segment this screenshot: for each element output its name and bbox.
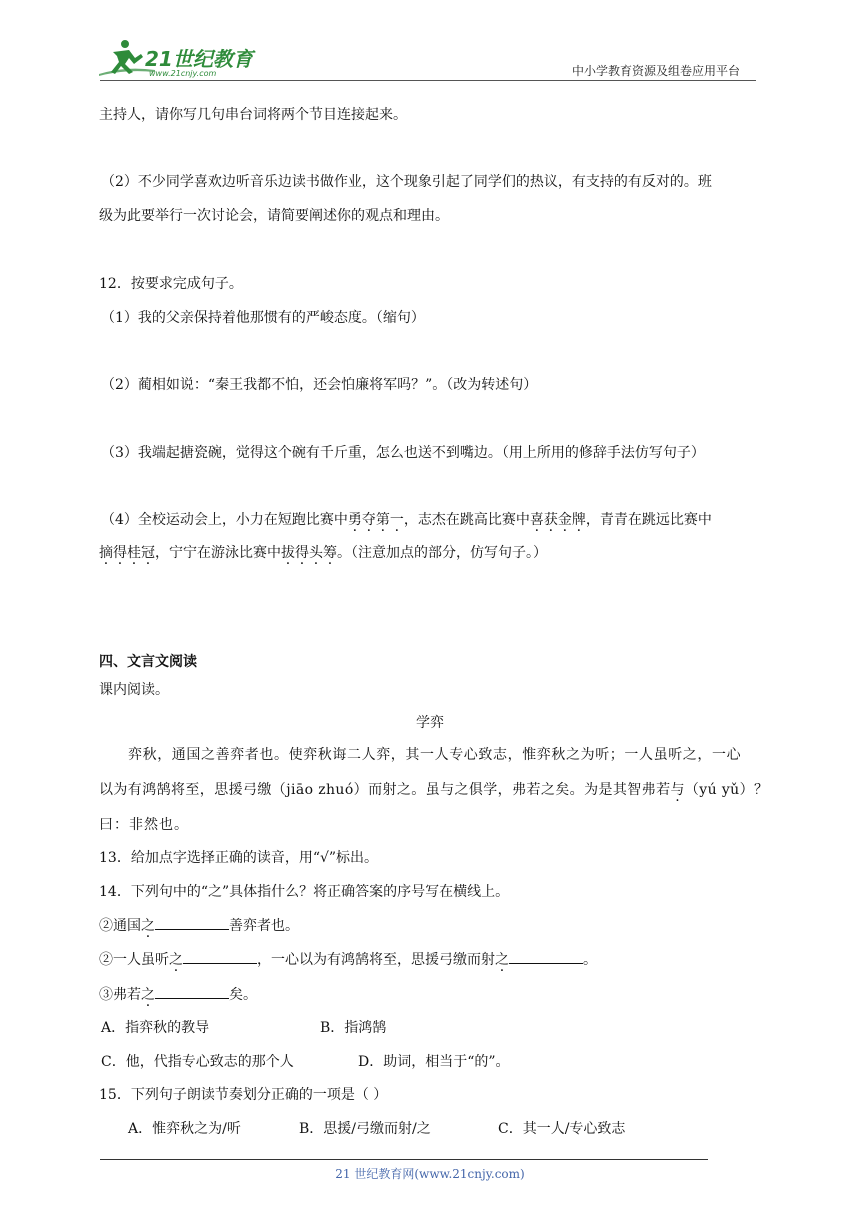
emphasis-char: 摘 bbox=[99, 545, 113, 561]
passage-line-1: 弈秋，通国之善弈者也。使弈秋诲二人弈，其一人专心致志，惟弈秋之为听；一人虽听之，一心 bbox=[128, 747, 742, 763]
passage-l2-pre: 以为有鸿鹄将至，思援弓缴（jiāo zhuó）而射之。虽与之俱学，弗若之矣。为是其智弗若 bbox=[99, 782, 671, 798]
passage-line-3: 曰：非然也。 bbox=[99, 817, 189, 833]
svg-text:www.21cnjy.com: www.21cnjy.com bbox=[149, 69, 217, 78]
q14-item-1-post: 善弈者也。 bbox=[229, 918, 299, 934]
emphasis-char: 得 bbox=[295, 545, 309, 561]
q14-item-1-pre: ②通国 bbox=[99, 918, 141, 934]
answer-blank-2[interactable] bbox=[183, 949, 257, 964]
section-title: 四、文言文阅读 bbox=[99, 654, 197, 670]
emphasis-char: 勇 bbox=[347, 512, 362, 528]
q13-title: 13．给加点字选择正确的读音，用“√”标出。 bbox=[99, 850, 379, 866]
emphasis-char: 筹 bbox=[323, 545, 337, 561]
q12-title: 12．按要求完成句子。 bbox=[99, 276, 243, 292]
emphasis-char: 冠 bbox=[141, 545, 155, 561]
emphasis-char: 金 bbox=[557, 512, 572, 528]
q15-option-a[interactable]: A．惟弈秋之为/听 bbox=[128, 1121, 241, 1137]
q12-sentence-4-line2 bbox=[99, 543, 547, 563]
emphasis-char: 夺 bbox=[361, 512, 376, 528]
q14-title: 14．下列句中的“之”具体指什么？将正确答案的序号写在横线上。 bbox=[99, 884, 510, 900]
emphasis-char: 获 bbox=[543, 512, 558, 528]
footer-link[interactable]: 21 世纪教育网(www.21cnjy.com) bbox=[335, 1167, 525, 1181]
q12-s4-mid1: ，志杰在跳高比赛中 bbox=[403, 512, 530, 528]
passage-dotted-yu: 与 bbox=[670, 782, 685, 798]
q12-sentence-2: （2）蔺相如说：“秦王我都不怕，还会怕廉将军吗？”。（改为转述句） bbox=[101, 377, 538, 393]
q12-s4b-post: 。（注意加点的部分，仿写句子。） bbox=[337, 545, 547, 561]
q11-part2-line2: 级为此要举行一次讨论会，请简要阐述你的观点和理由。 bbox=[99, 208, 449, 224]
answer-blank-3[interactable] bbox=[509, 949, 583, 964]
q14-item-2 bbox=[99, 949, 597, 970]
q11-part2-line1: （2）不少同学喜欢边听音乐边读书做作业，这个现象引起了同学们的热议，有支持的有反对的。班 bbox=[101, 174, 712, 190]
emphasis-char: 牌 bbox=[571, 512, 586, 528]
passage-line-2 bbox=[99, 780, 768, 800]
q11-line: 主持人，请你写几句串台词将两个节目连接起来。 bbox=[99, 107, 407, 123]
q15-option-b[interactable]: B．思援/弓缴而射/之 bbox=[299, 1121, 431, 1137]
emphasis-char: 喜 bbox=[529, 512, 544, 528]
emphasis-char: 第 bbox=[375, 512, 390, 528]
emphasis-char: 一 bbox=[389, 512, 404, 528]
q15-option-c[interactable]: C．其一人/专心致志 bbox=[498, 1121, 626, 1137]
answer-blank-1[interactable] bbox=[155, 915, 229, 930]
q14-item-1 bbox=[99, 915, 299, 936]
q14-option-d[interactable]: D．助词，相当于“的”。 bbox=[358, 1054, 510, 1070]
q12-sentence-4-line1 bbox=[101, 510, 712, 530]
q12-s4b-mid: ，宁宁在游泳比赛中 bbox=[155, 545, 281, 561]
q14-item-1-dotted: 之 bbox=[141, 918, 155, 934]
q14-item-2-mid: ，一心以为有鸿鹄将至，思援弓缴而射 bbox=[257, 952, 495, 968]
section-intro: 课内阅读。 bbox=[99, 682, 169, 698]
emphasis-char: 拔 bbox=[281, 545, 295, 561]
footer-divider bbox=[100, 1159, 708, 1160]
q14-option-b[interactable]: B．指鸿鹄 bbox=[320, 1020, 387, 1036]
site-logo bbox=[95, 36, 263, 80]
q12-s4-dotted-1 bbox=[348, 512, 404, 528]
q12-s4-dotted-4 bbox=[281, 545, 337, 561]
svg-text:21世纪教育: 21世纪教育 bbox=[145, 47, 253, 71]
emphasis-char: 桂 bbox=[127, 545, 141, 561]
q12-s4-pre: （4）全校运动会上，小力在短跑比赛中 bbox=[101, 512, 348, 528]
q14-item-3-pre: ③弗若 bbox=[99, 987, 141, 1003]
q14-item-2-post: 。 bbox=[583, 952, 597, 968]
q12-s4-dotted-3 bbox=[99, 545, 155, 561]
q12-s4-mid2: ，青青在跳远比赛中 bbox=[585, 512, 712, 528]
q12-s4-dotted-2 bbox=[530, 512, 586, 528]
answer-blank-4[interactable] bbox=[155, 984, 229, 999]
q12-sentence-1: （1）我的父亲保持着他那惯有的严峻态度。（缩句） bbox=[101, 310, 425, 326]
q14-item-2-pre: ②一人虽听 bbox=[99, 952, 169, 968]
passage-title: 学弈 bbox=[416, 715, 444, 731]
q12-sentence-3: （3）我端起搪瓷碗，觉得这个碗有千斤重，怎么也送不到嘴边。（用上所用的修辞手法仿写句子） bbox=[101, 445, 705, 461]
emphasis-char: 得 bbox=[113, 545, 127, 561]
q14-item-3-post: 矣。 bbox=[229, 987, 257, 1003]
emphasis-char: 头 bbox=[309, 545, 323, 561]
q14-item-2-dotted: 之 bbox=[169, 952, 183, 968]
q14-option-c[interactable]: C．他，代指专心致志的那个人 bbox=[101, 1054, 294, 1070]
q14-option-a[interactable]: A．指弈秋的教导 bbox=[101, 1020, 210, 1036]
header-tagline: 中小学教育资源及组卷应用平台 bbox=[572, 64, 741, 78]
header-divider bbox=[100, 80, 756, 81]
passage-l2-post: （yú yǔ）？ bbox=[684, 782, 769, 798]
q14-item-2-dotted-2: 之 bbox=[495, 952, 509, 968]
q15-title: 15．下列句子朗读节奏划分正确的一项是（ ） bbox=[99, 1087, 388, 1103]
q14-item-3-dotted: 之 bbox=[141, 987, 155, 1003]
q14-item-3 bbox=[99, 984, 257, 1005]
